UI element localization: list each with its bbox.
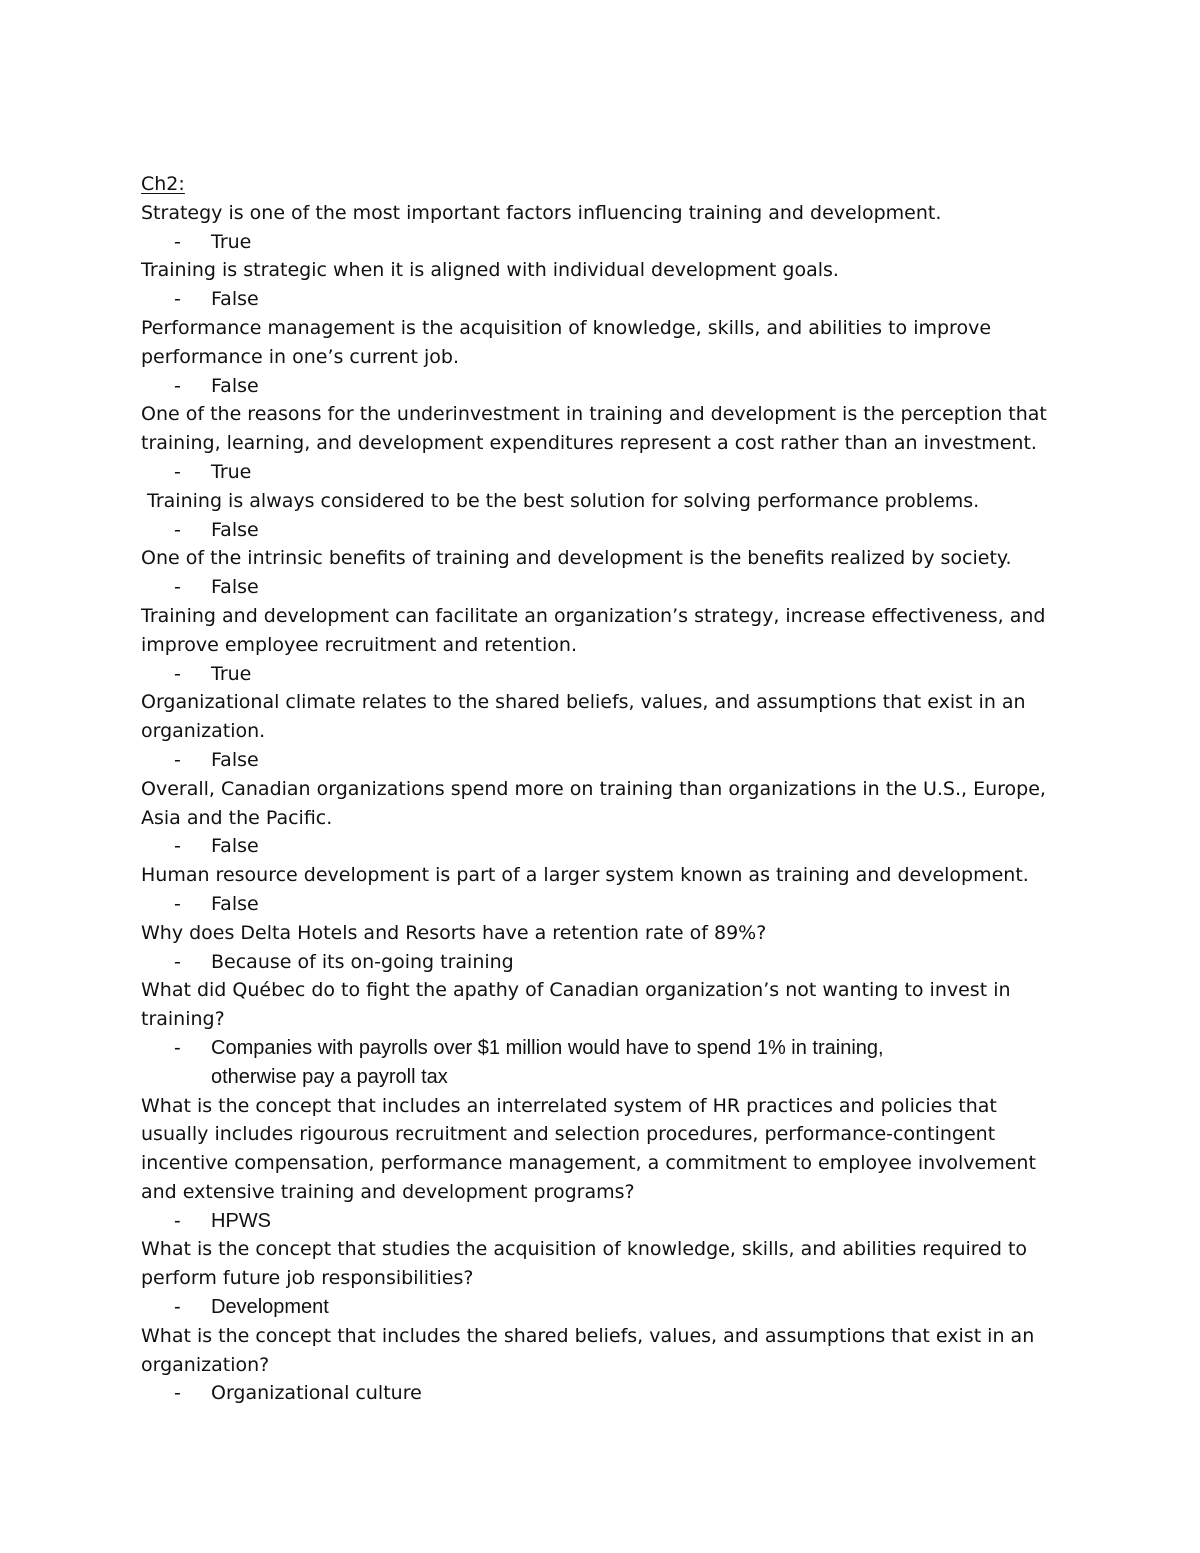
- answer-14: [141, 1293, 1061, 1322]
- question-13-line-2: usually includes rigourous recruitment and selection procedures, performance-contingent: [141, 1123, 996, 1146]
- question-15-line-1: What is the concept that includes the shared beliefs, values, and assumptions that exist in an: [141, 1324, 1035, 1347]
- question-3-line-2: performance in one’s current job.: [141, 345, 459, 368]
- answer-14-text: Development: [211, 1296, 329, 1319]
- question-5: Training is always considered to be the best solution for solving performance problems.: [141, 489, 980, 512]
- answer-4-text: True: [211, 460, 252, 483]
- question-15-line-2: organization?: [141, 1353, 270, 1376]
- answer-12-line-2: [141, 1063, 1061, 1092]
- answer-10-text: False: [211, 892, 259, 915]
- answer-12-text-1: Companies with payrolls over $1 million would have to spend 1% in training,: [211, 1036, 884, 1059]
- dash-bullet: -: [174, 374, 181, 397]
- answer-3: [141, 372, 1061, 401]
- dash-bullet: -: [174, 662, 181, 685]
- answer-4: [141, 458, 1061, 487]
- answer-13-text: HPWS: [211, 1209, 271, 1232]
- question-11: Why does Delta Hotels and Resorts have a retention rate of 89%?: [141, 921, 767, 944]
- answer-13: [141, 1207, 1061, 1236]
- chapter-heading: Ch2:: [141, 173, 185, 195]
- question-8-line-1: Organizational climate relates to the shared beliefs, values, and assumptions that exist in an: [141, 691, 1026, 714]
- dash-bullet: -: [174, 748, 181, 771]
- answer-1-text: True: [211, 230, 252, 253]
- dash-bullet: -: [174, 460, 181, 483]
- question-6: One of the intrinsic benefits of training and development is the benefits realized by society.: [141, 547, 1012, 570]
- question-13-line-3: incentive compensation, performance management, a commitment to employee involvement: [141, 1152, 1036, 1175]
- answer-11-text: Because of its on-going training: [211, 950, 514, 973]
- question-12-line-1: What did Québec do to fight the apathy of Canadian organization’s not wanting to invest in: [141, 979, 1011, 1002]
- question-4-line-1: One of the reasons for the underinvestment in training and development is the perception that: [141, 403, 1047, 426]
- answer-7: [141, 660, 1061, 689]
- answer-7-text: True: [211, 662, 252, 685]
- question-13-line-1: What is the concept that includes an interrelated system of HR practices and policies that: [141, 1094, 997, 1117]
- dash-bullet: -: [174, 950, 181, 973]
- answer-6: [141, 573, 1061, 602]
- answer-15-text: Organizational culture: [211, 1382, 422, 1405]
- dash-bullet: -: [174, 288, 181, 311]
- question-12-line-2: training?: [141, 1008, 225, 1031]
- answer-5: [141, 516, 1061, 545]
- dash-bullet: -: [174, 518, 181, 541]
- dash-bullet: -: [174, 892, 181, 915]
- dash-bullet: -: [174, 230, 181, 253]
- dash-bullet: -: [174, 835, 181, 858]
- answer-12-text-2: otherwise pay a payroll tax: [211, 1065, 448, 1088]
- answer-11: [141, 948, 1061, 977]
- question-7-line-1: Training and development can facilitate an organization’s strategy, increase effectiveness, and: [141, 604, 1046, 627]
- answer-12-line-1: [141, 1034, 1061, 1063]
- answer-2-text: False: [211, 288, 259, 311]
- question-8-line-2: organization.: [141, 720, 266, 743]
- answer-8: [141, 746, 1061, 775]
- answer-5-text: False: [211, 518, 259, 541]
- dash-bullet: -: [174, 1296, 181, 1319]
- answer-3-text: False: [211, 374, 259, 397]
- question-3-line-1: Performance management is the acquisition of knowledge, skills, and abilities to improve: [141, 316, 992, 339]
- question-9-line-1: Overall, Canadian organizations spend more on training than organizations in the U.S., Europe,: [141, 777, 1046, 800]
- answer-6-text: False: [211, 576, 259, 599]
- dash-bullet: -: [174, 576, 181, 599]
- answer-8-text: False: [211, 748, 259, 771]
- answer-9: [141, 832, 1061, 861]
- dash-bullet: -: [174, 1382, 181, 1405]
- answer-9-text: False: [211, 835, 259, 858]
- question-1: Strategy is one of the most important factors influencing training and development.: [141, 201, 942, 224]
- question-7-line-2: improve employee recruitment and retention.: [141, 633, 577, 656]
- dash-bullet: -: [174, 1209, 181, 1232]
- document-page: [141, 170, 1061, 1408]
- question-2: Training is strategic when it is aligned with individual development goals.: [141, 259, 839, 282]
- question-13-line-4: and extensive training and development programs?: [141, 1180, 635, 1203]
- question-4-line-2: training, learning, and development expenditures represent a cost rather than an investment.: [141, 432, 1037, 455]
- dash-bullet: -: [174, 1036, 181, 1059]
- question-10: Human resource development is part of a larger system known as training and development.: [141, 864, 1029, 887]
- question-14-line-2: perform future job responsibilities?: [141, 1267, 474, 1290]
- answer-10: [141, 890, 1061, 919]
- answer-2: [141, 285, 1061, 314]
- question-14-line-1: What is the concept that studies the acquisition of knowledge, skills, and abilities required to: [141, 1238, 1028, 1261]
- answer-15: [141, 1379, 1061, 1408]
- question-9-line-2: Asia and the Pacific.: [141, 806, 333, 829]
- answer-1: [141, 228, 1061, 257]
